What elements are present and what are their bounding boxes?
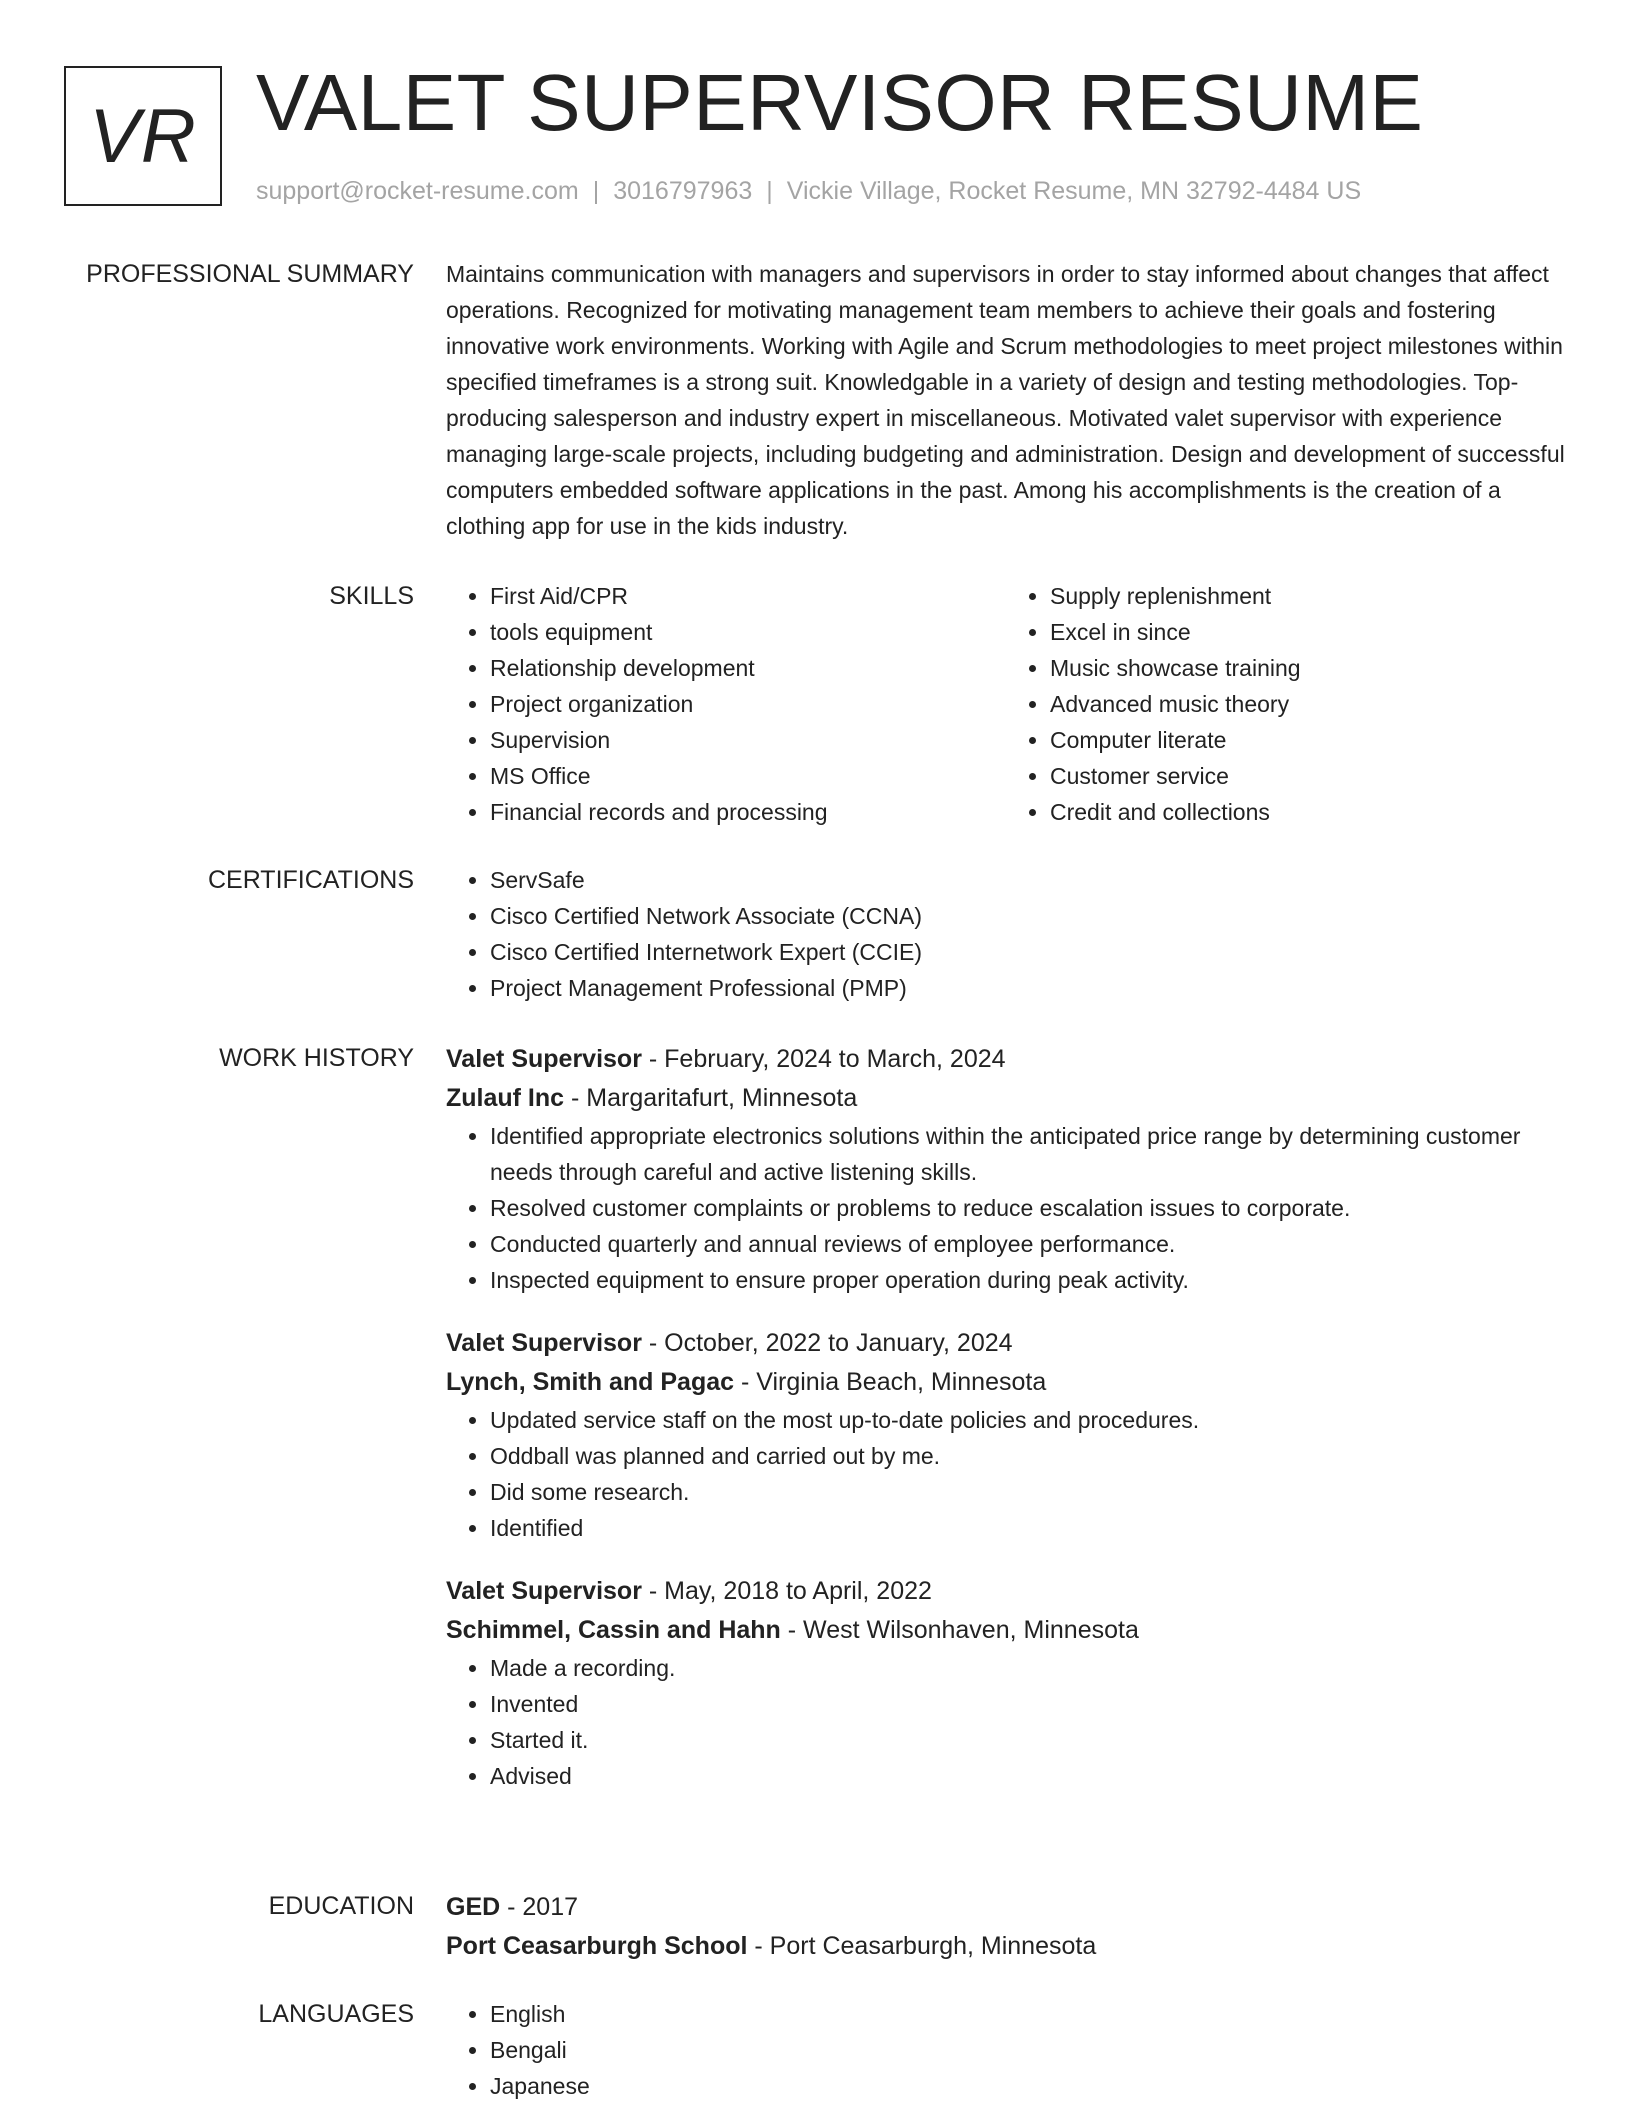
list-item: • English: [490, 1996, 1566, 2032]
list-item: • Computer literate: [1050, 722, 1566, 758]
list-item: • ServSafe: [490, 862, 1566, 898]
job-location: - West Wilsonhaven, Minnesota: [780, 1616, 1139, 1644]
list-item: • Oddball was planned and carried out by me.: [490, 1438, 1566, 1474]
job-entry: [446, 1572, 1566, 1794]
job-dates: - October, 2022 to January, 2024: [641, 1329, 1013, 1357]
contact-line: [256, 174, 1361, 208]
job-company-line: [446, 1363, 1566, 1402]
job-title-line: [446, 1040, 1566, 1079]
list-item: • Updated service staff on the most up-to-date policies and procedures.: [490, 1402, 1566, 1438]
list-item: • Customer service: [1050, 758, 1566, 794]
job-title-line: [446, 1572, 1566, 1611]
education-school: Port Ceasarburgh School: [446, 1932, 748, 1960]
job-entry: [446, 1324, 1566, 1546]
contact-separator: |: [766, 177, 773, 205]
education-year: - 2017: [500, 1893, 579, 1921]
list-item: • Supervision: [490, 722, 1006, 758]
job-duties-list: [446, 1650, 1566, 1794]
contact-separator: |: [592, 177, 600, 205]
section-body: [446, 1040, 1566, 1820]
list-item: • Did some research.: [490, 1474, 1566, 1510]
list-item: • Invented: [490, 1686, 1566, 1722]
job-company: Zulauf Inc: [446, 1084, 565, 1112]
list-item: • Project organization: [490, 686, 1006, 722]
section-label: EDUCATION: [268, 1892, 414, 1920]
list-item: • Started it.: [490, 1722, 1566, 1758]
list-item: • Excel in since: [1050, 614, 1566, 650]
list-item: • Identified: [490, 1510, 1566, 1546]
list-item: • Advised: [490, 1758, 1566, 1794]
section-body: [446, 1996, 1566, 2104]
contact-phone[interactable]: 3016797963: [613, 177, 753, 205]
section-body: [446, 256, 1566, 544]
section-body: [446, 862, 1566, 1006]
section-label: WORK HISTORY: [219, 1044, 414, 1072]
education-school-line: [446, 1927, 1566, 1966]
list-item: • Supply replenishment: [1050, 578, 1566, 614]
job-company-line: [446, 1611, 1566, 1650]
job-location: - Virginia Beach, Minnesota: [734, 1368, 1047, 1396]
job-dates: - May, 2018 to April, 2022: [641, 1577, 932, 1605]
section-body: [446, 1888, 1566, 1966]
list-item: • Cisco Certified Network Associate (CCNA): [490, 898, 1566, 934]
section-label: CERTIFICATIONS: [207, 866, 414, 894]
job-company: Lynch, Smith and Pagac: [446, 1368, 735, 1396]
list-item: • Identified appropriate electronics solutions within the anticipated price range by determining customer needs through careful and active listening skills.: [490, 1118, 1566, 1190]
education-degree-line: [446, 1888, 1566, 1927]
list-item: • First Aid/CPR: [490, 578, 1006, 614]
list-item: • Relationship development: [490, 650, 1006, 686]
list-item: • Music showcase training: [1050, 650, 1566, 686]
job-location: - Margaritafurt, Minnesota: [564, 1084, 858, 1112]
education-degree: GED: [446, 1893, 501, 1921]
list-item: • Made a recording.: [490, 1650, 1566, 1686]
list-item: • Inspected equipment to ensure proper operation during peak activity.: [490, 1262, 1566, 1298]
job-title: Valet Supervisor: [446, 1329, 642, 1357]
list-item: • Credit and collections: [1050, 794, 1566, 830]
languages-list: [446, 1996, 1566, 2104]
list-item: • Conducted quarterly and annual reviews of employee performance.: [490, 1226, 1566, 1262]
list-item: • Project Management Professional (PMP): [490, 970, 1566, 1006]
list-item: • tools equipment: [490, 614, 1006, 650]
list-item: • MS Office: [490, 758, 1006, 794]
list-item: • Advanced music theory: [1050, 686, 1566, 722]
list-item: • Bengali: [490, 2032, 1566, 2068]
list-item: • Financial records and processing: [490, 794, 1006, 830]
certifications-list: [446, 862, 1566, 1006]
education-location: - Port Ceasarburgh, Minnesota: [747, 1932, 1097, 1960]
skills-list-left: [446, 578, 1006, 830]
list-item: • Resolved customer complaints or problems to reduce escalation issues to corporate.: [490, 1190, 1566, 1226]
list-item: • Cisco Certified Internetwork Expert (CCIE): [490, 934, 1566, 970]
job-duties-list: [446, 1402, 1566, 1546]
contact-email[interactable]: support@rocket-resume.com: [256, 177, 579, 205]
section-label: PROFESSIONAL SUMMARY: [86, 260, 414, 288]
job-title: Valet Supervisor: [446, 1045, 642, 1073]
resume-title: VALET SUPERVISOR RESUME: [256, 58, 1424, 147]
job-duties-list: [446, 1118, 1566, 1298]
job-dates: - February, 2024 to March, 2024: [641, 1045, 1006, 1073]
summary-text: Maintains communication with managers and supervisors in order to stay informed about changes that affect operations. Recognized for motivating management team members to achieve their goals and fostering innovative work environments. Working with Agile and Scrum methodologies to meet project milestones within specified timeframes is a strong suit. Knowledgable in a variety of design and testing methodologies. Top-producing salesperson and industry expert in miscellaneous. Motivated valet supervisor with experience managing large-scale projects, including budgeting and administration. Design and development of successful computers embedded software applications in the past. Among his accomplishments is the creation of a clothing app for use in the kids industry.: [446, 261, 1565, 539]
job-company-line: [446, 1079, 1566, 1118]
section-body: [446, 578, 1566, 830]
job-company: Schimmel, Cassin and Hahn: [446, 1616, 781, 1644]
section-label: SKILLS: [329, 582, 414, 610]
monogram-logo: VR: [64, 66, 222, 206]
contact-address: Vickie Village, Rocket Resume, MN 32792-4484 US: [786, 177, 1362, 205]
section-label: LANGUAGES: [258, 2000, 414, 2028]
job-entry: [446, 1040, 1566, 1298]
job-title: Valet Supervisor: [446, 1577, 642, 1605]
list-item: • Japanese: [490, 2068, 1566, 2104]
job-title-line: [446, 1324, 1566, 1363]
skills-list-right: [1006, 578, 1566, 830]
